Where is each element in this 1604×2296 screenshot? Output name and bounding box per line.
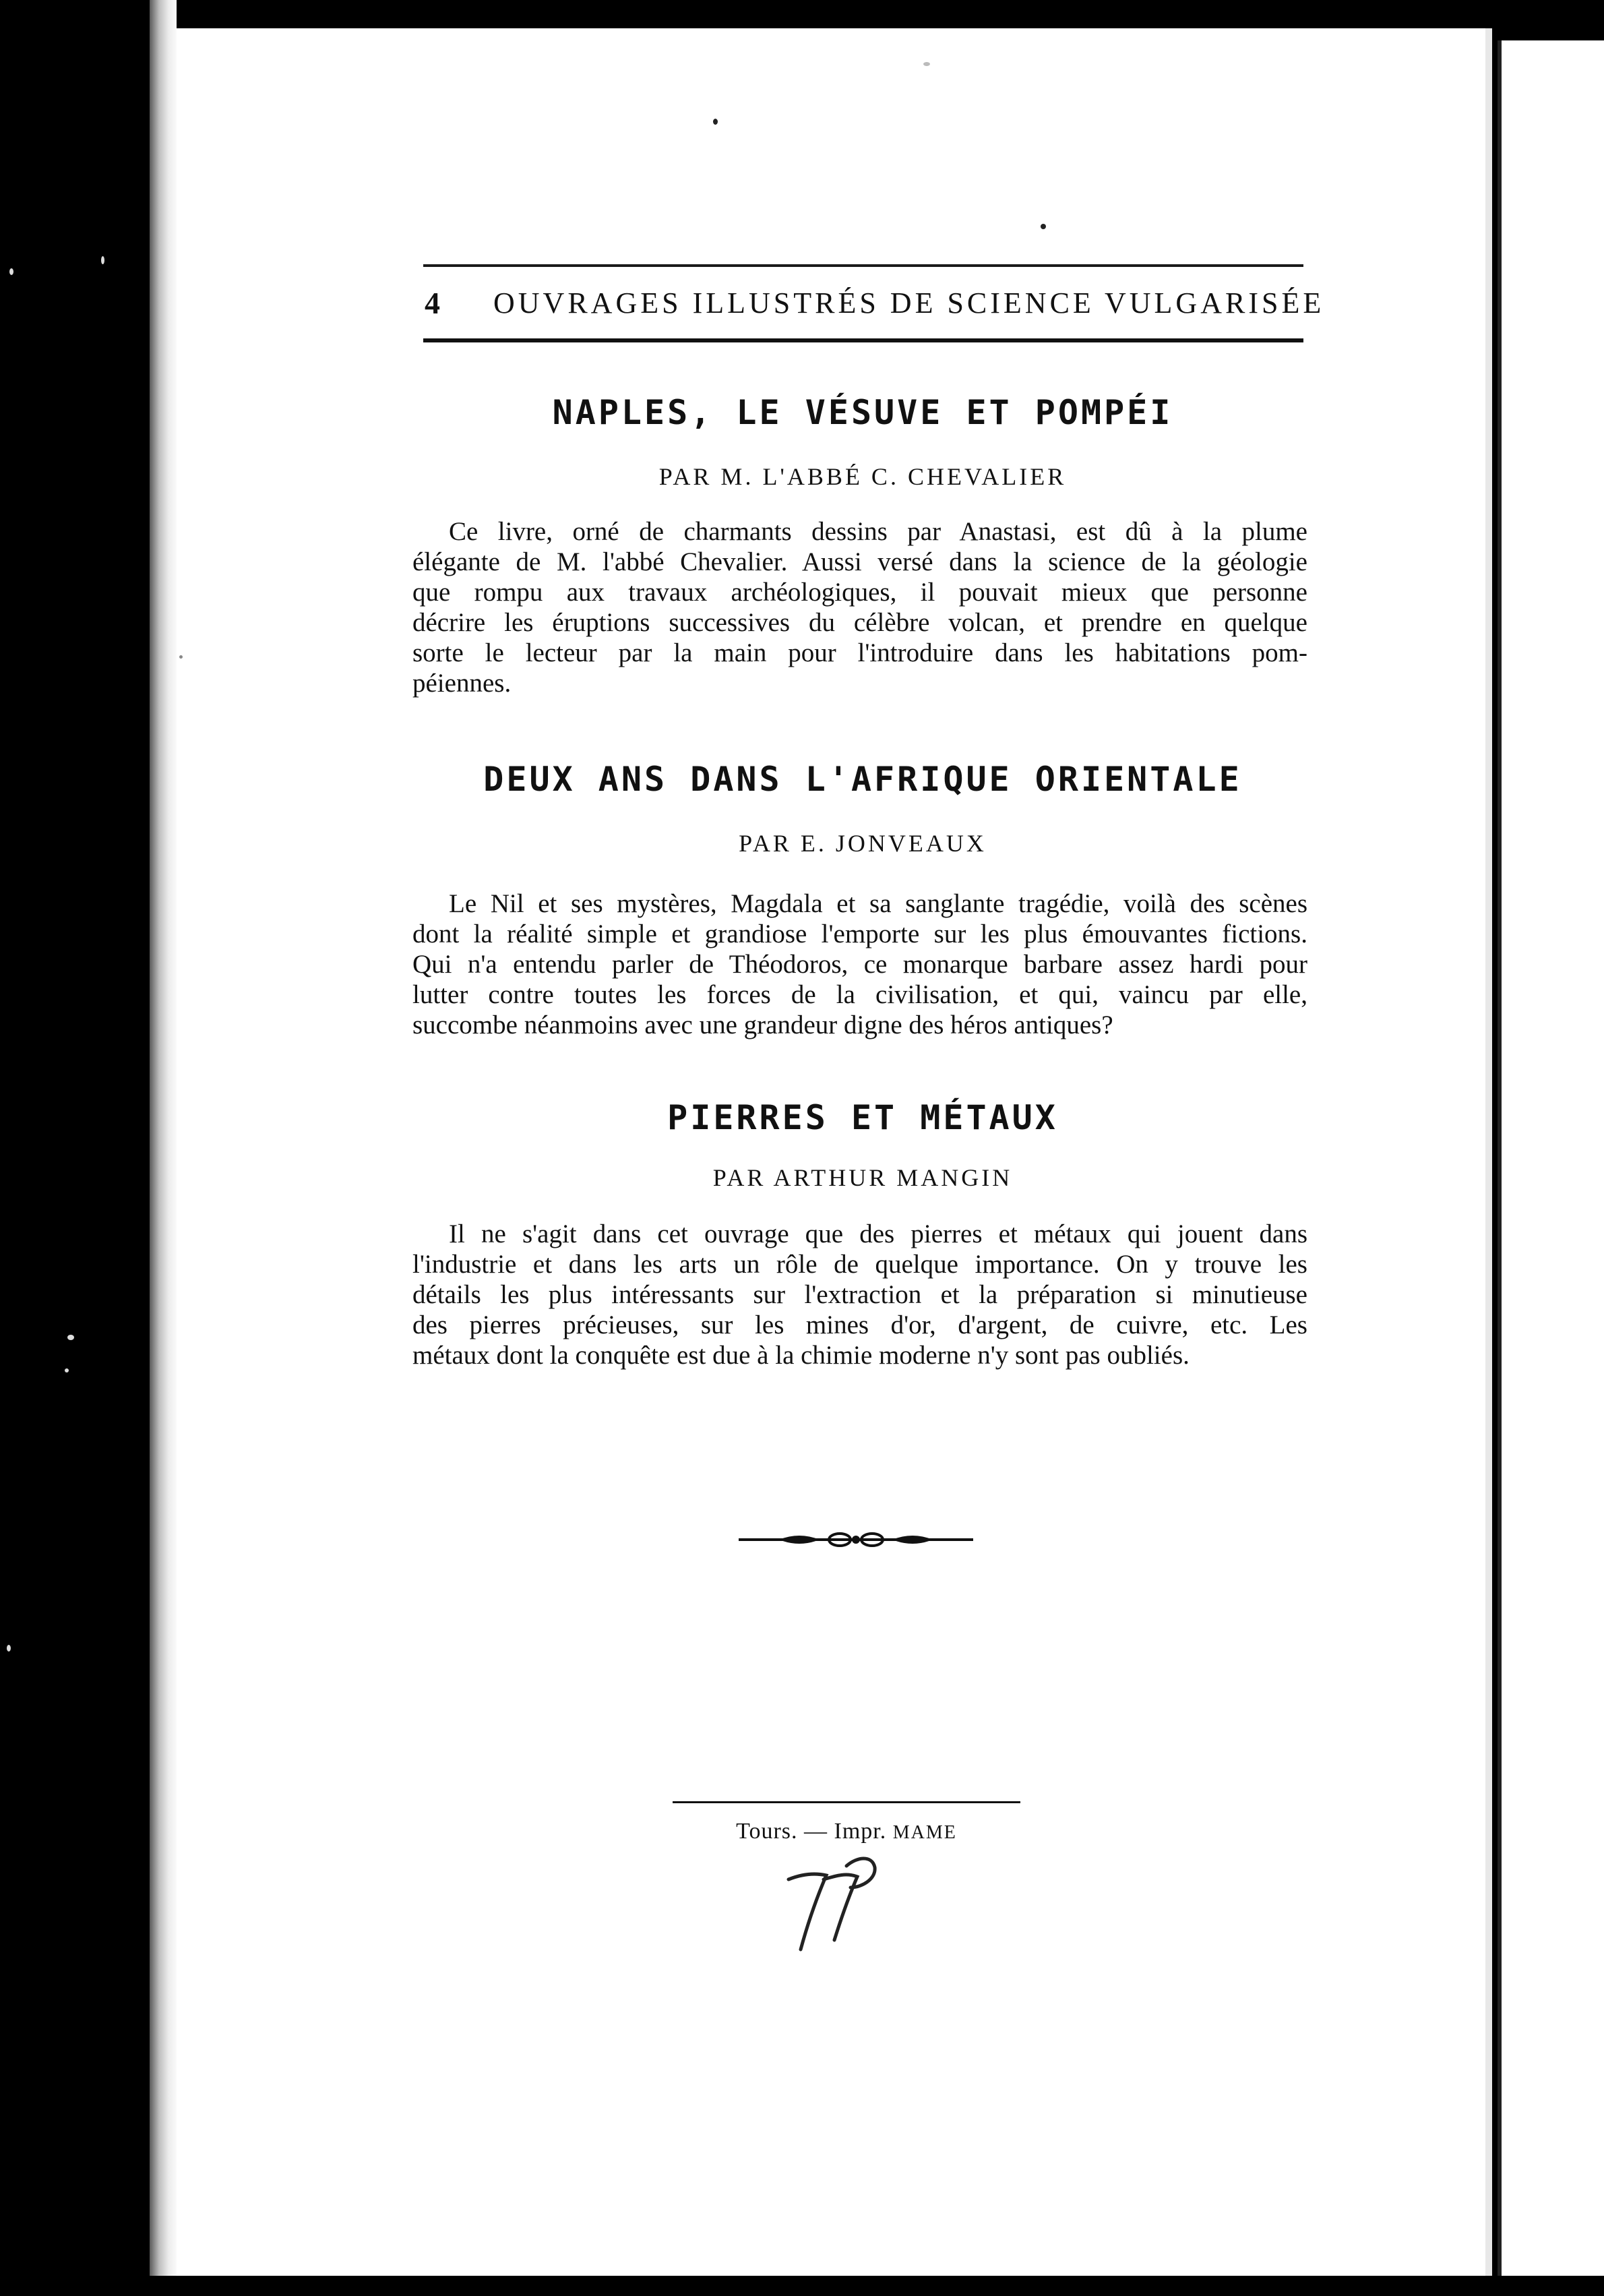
running-header bbox=[423, 282, 1325, 325]
page-speck bbox=[713, 119, 718, 125]
paragraph-line: que rompu aux travaux archéologiques, il pouvait mieux que personne bbox=[412, 578, 1307, 607]
section-paragraph bbox=[412, 888, 1307, 1040]
handwritten-number bbox=[782, 1852, 890, 1954]
paragraph-line: l'industrie et dans les arts un rôle de quelque importance. On y trouve les bbox=[412, 1250, 1307, 1279]
frame-speck bbox=[101, 256, 104, 264]
paragraph-line: élégante de M. l'abbé Chevalier. Aussi versé dans la science de la géologie bbox=[412, 547, 1307, 576]
paragraph-line: péiennes. bbox=[412, 669, 512, 698]
section-byline: PAR M. L'ABBÉ C. CHEVALIER bbox=[658, 463, 1067, 490]
printer-name: MAME bbox=[892, 1822, 957, 1843]
paragraph-line: dont la réalité simple et grandiose l'emporte sur les plus émouvantes fictions. bbox=[412, 919, 1307, 948]
running-title: OUVRAGES ILLUSTRÉS DE SCIENCE VULGARISÉE bbox=[493, 286, 1325, 320]
page-speck bbox=[923, 62, 930, 66]
paragraph-line: Il ne s'agit dans cet ouvrage que des pierres et métaux qui jouent dans bbox=[449, 1219, 1307, 1248]
frame-speck bbox=[9, 268, 13, 275]
paragraph-line: détails les plus intéressants sur l'extraction et la préparation si minutieuse bbox=[412, 1280, 1307, 1309]
paragraph-line: Le Nil et ses mystères, Magdala et sa sanglante tragédie, voilà des scènes bbox=[449, 889, 1307, 918]
page-speck bbox=[1041, 224, 1046, 229]
section-title: PIERRES ET MÉTAUX bbox=[667, 1098, 1058, 1137]
page-binding-shadow bbox=[150, 0, 177, 2296]
paragraph-line: lutter contre toutes les forces de la civilisation, et qui, vaincu par elle, bbox=[412, 980, 1307, 1009]
paragraph-line: Qui n'a entendu parler de Théodoros, ce monarque barbare assez hardi pour bbox=[412, 950, 1307, 979]
paragraph-line: Ce livre, orné de charmants dessins par Anastasi, est dû à la plume bbox=[449, 517, 1307, 546]
paragraph-line: décrire les éruptions successives du célèbre volcan, et prendre en quelque bbox=[412, 608, 1307, 637]
frame-speck bbox=[65, 1368, 69, 1372]
scan-left-border bbox=[0, 0, 150, 2296]
paragraph-line: métaux dont la conquête est due à la chimie moderne n'y sont pas oubliés. bbox=[412, 1341, 1190, 1370]
scan-top-border bbox=[0, 0, 1604, 28]
ornament-divider bbox=[739, 1528, 973, 1552]
frame-speck bbox=[7, 1645, 11, 1652]
header-rule-bottom bbox=[423, 338, 1303, 342]
paragraph-line: des pierres précieuses, sur les mines d'or, d'argent, de cuivre, etc. Les bbox=[412, 1310, 1307, 1339]
paragraph-line: sorte le lecteur par la main pour l'introduire dans les habitations pom- bbox=[412, 638, 1307, 667]
section-title: DEUX ANS DANS L'AFRIQUE ORIENTALE bbox=[483, 760, 1242, 799]
scan-bottom-border bbox=[0, 2276, 1604, 2296]
frame-speck bbox=[67, 1335, 74, 1340]
page-gutter bbox=[1485, 28, 1492, 2276]
section-title: NAPLES, LE VÉSUVE ET POMPÉI bbox=[552, 393, 1173, 432]
imprint-text: Tours. — Impr. bbox=[736, 1819, 887, 1844]
section-byline: PAR ARTHUR MANGIN bbox=[712, 1164, 1013, 1191]
imprint-rule bbox=[673, 1801, 1020, 1803]
section-paragraph bbox=[412, 1219, 1307, 1370]
printer-imprint bbox=[673, 1815, 1020, 1850]
paragraph-line: succombe néanmoins avec une grandeur digne des héros antiques? bbox=[412, 1010, 1113, 1039]
page-speck bbox=[179, 655, 183, 659]
page-number: 4 bbox=[425, 286, 440, 320]
section-paragraph bbox=[412, 516, 1307, 698]
section-byline: PAR E. JONVEAUX bbox=[739, 830, 987, 857]
header-rule-top bbox=[423, 264, 1303, 267]
facing-page-edge bbox=[1498, 40, 1604, 2278]
